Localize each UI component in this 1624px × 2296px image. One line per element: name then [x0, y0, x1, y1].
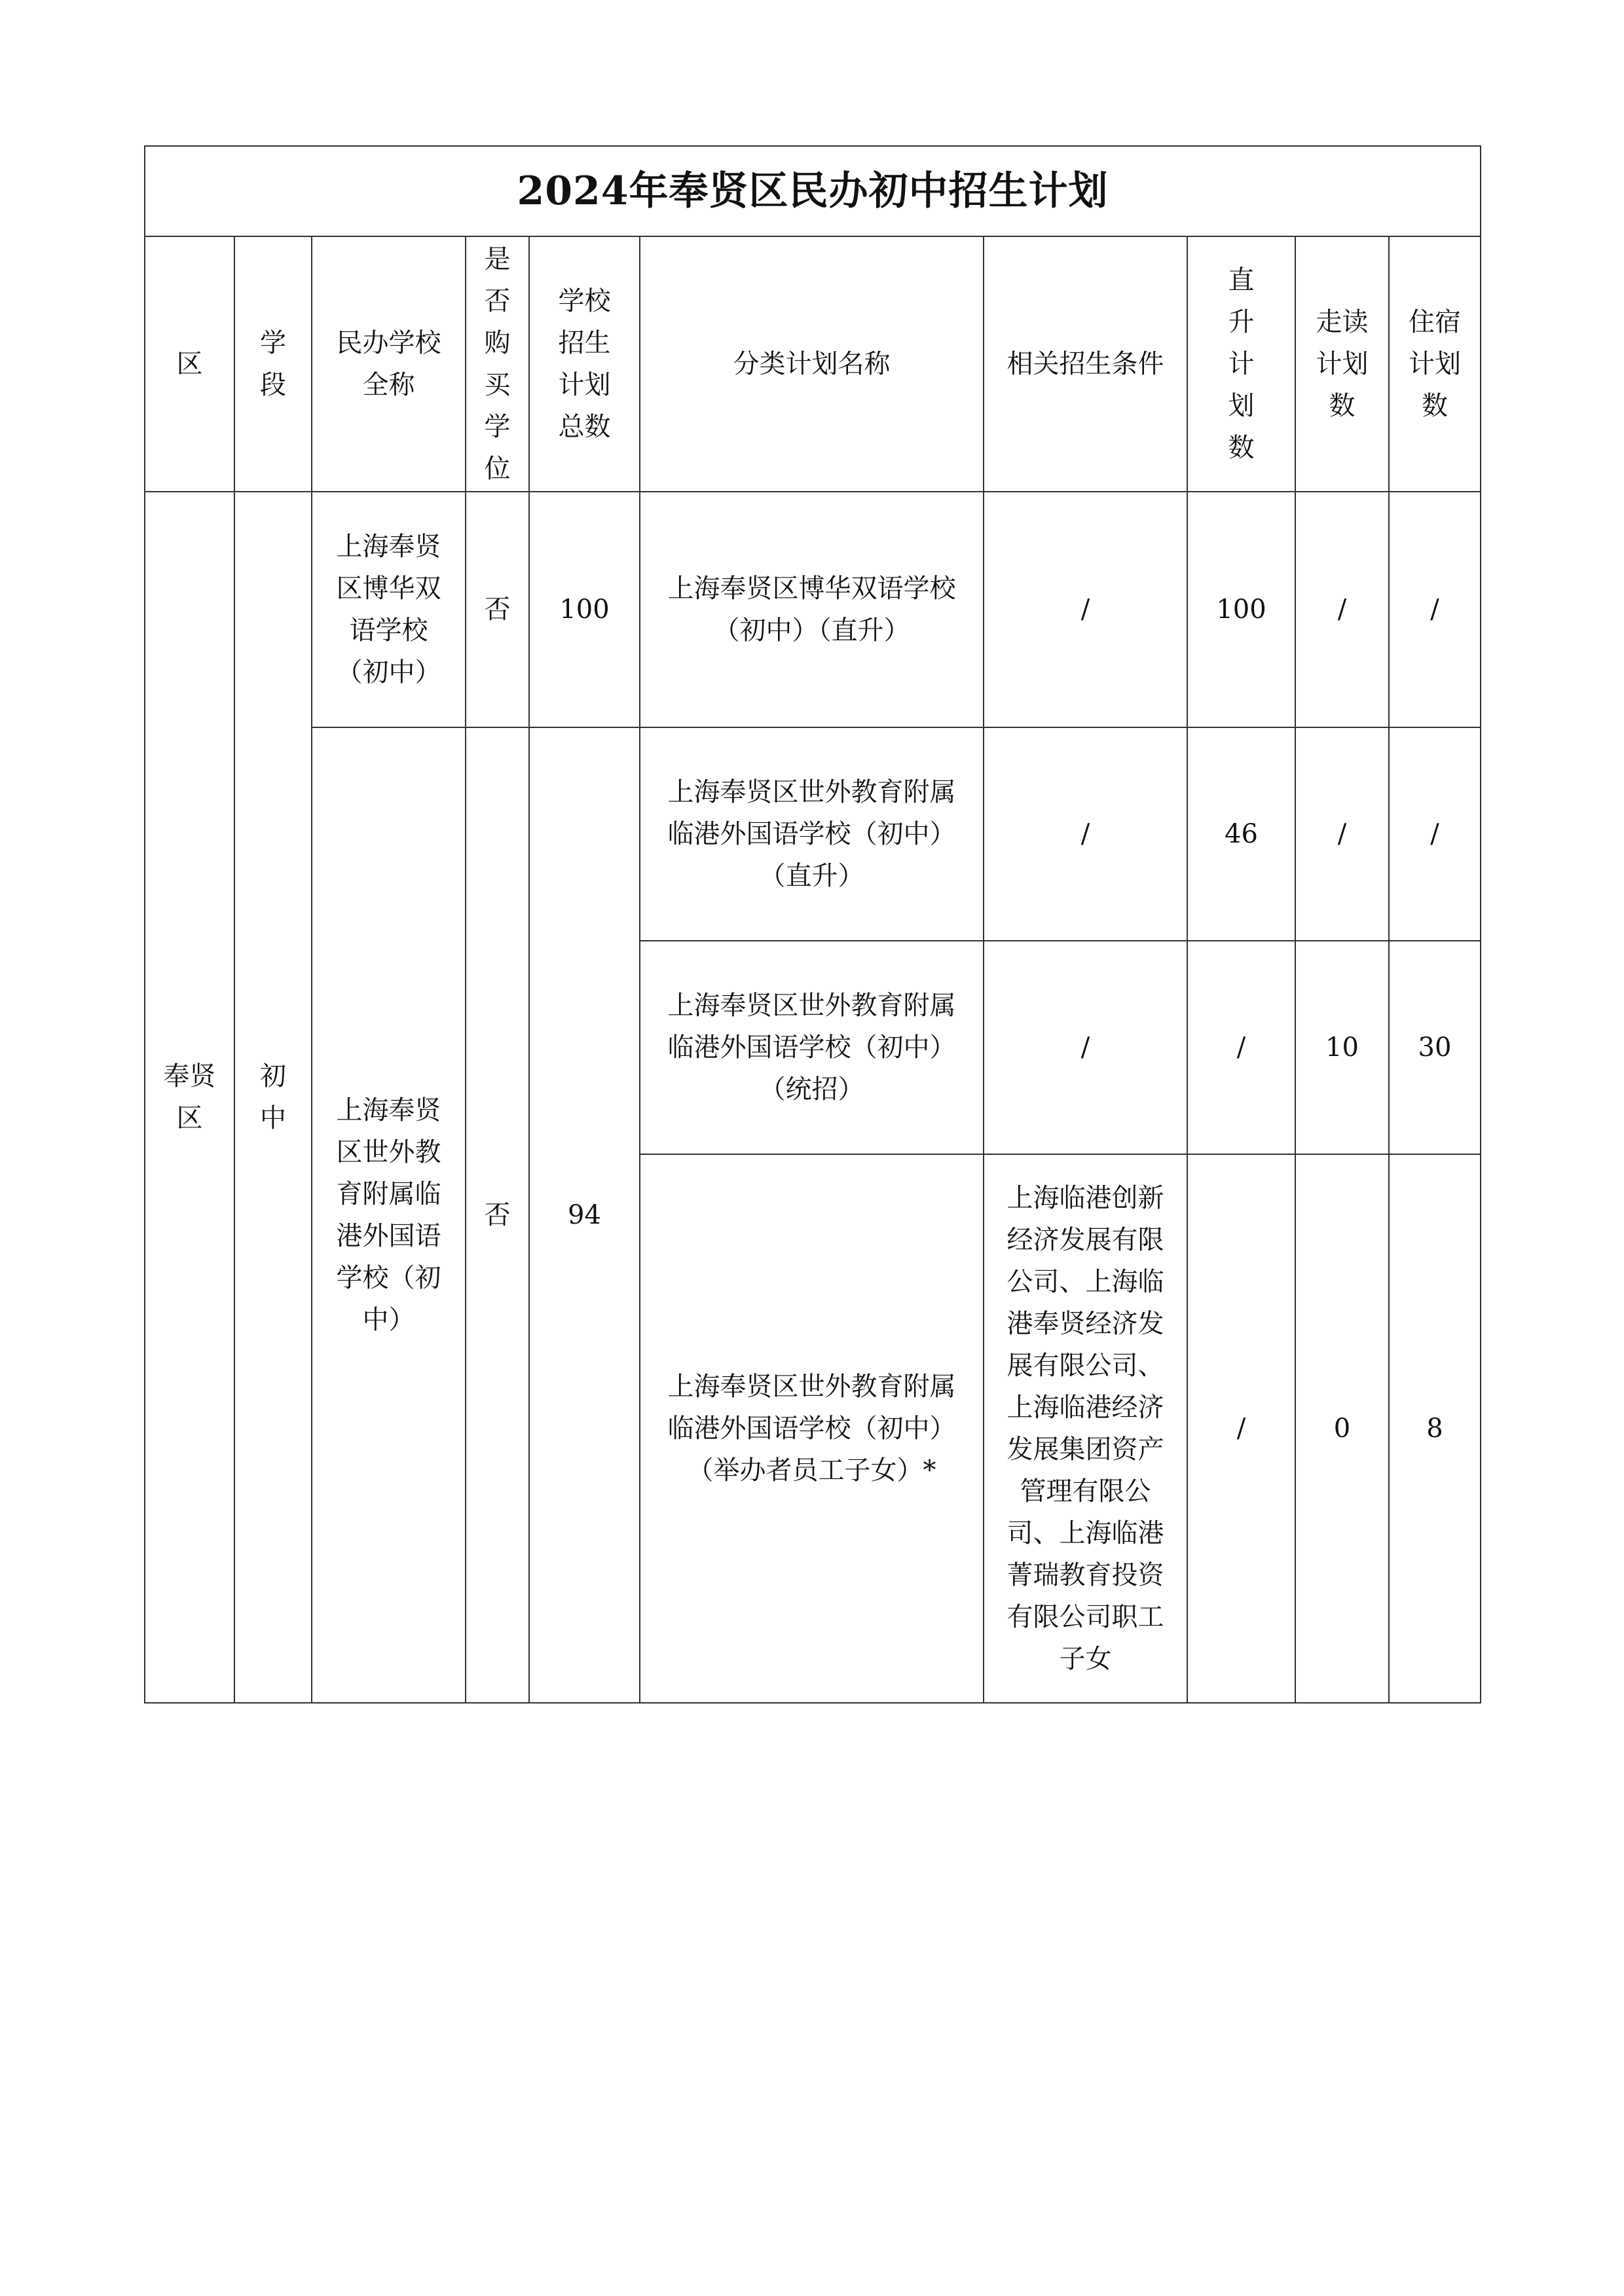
table-row — [145, 727, 1481, 941]
direct-plan-cell: 46 — [1187, 727, 1295, 941]
total-plan-cell: 94 — [529, 727, 640, 1703]
header-day: 走读计划数 — [1295, 236, 1389, 492]
direct-plan-cell: / — [1187, 941, 1295, 1154]
header-row — [145, 236, 1481, 492]
direct-plan-cell: / — [1187, 1154, 1295, 1703]
day-plan-cell: / — [1295, 492, 1389, 727]
day-plan-cell: / — [1295, 727, 1389, 941]
day-plan-cell: 10 — [1295, 941, 1389, 1154]
table-row — [145, 492, 1481, 727]
plan-name-cell: 上海奉贤区世外教育附属临港外国语学校（初中）（统招） — [640, 941, 984, 1154]
header-conditions: 相关招生条件 — [984, 236, 1187, 492]
boarding-plan-cell: / — [1389, 492, 1481, 727]
boarding-plan-cell: 30 — [1389, 941, 1481, 1154]
header-boarding: 住宿计划数 — [1389, 236, 1481, 492]
header-district: 区 — [145, 236, 234, 492]
conditions-cell: / — [984, 727, 1187, 941]
plan-name-cell: 上海奉贤区世外教育附属临港外国语学校（初中）（直升） — [640, 727, 984, 941]
header-school-full-name: 民办学校全称 — [312, 236, 466, 492]
document-sheet — [144, 145, 1480, 1704]
header-direct: 直升计划数 — [1187, 236, 1295, 492]
conditions-cell: / — [984, 492, 1187, 727]
boarding-plan-cell: 8 — [1389, 1154, 1481, 1703]
buy-seat-cell: 否 — [466, 492, 529, 727]
conditions-cell: / — [984, 941, 1187, 1154]
district-cell: 奉贤区 — [145, 492, 234, 1703]
conditions-cell: 上海临港创新经济发展有限公司、上海临港奉贤经济发展有限公司、上海临港经济发展集团资产管理有限公司、上海临港菁瑞教育投资有限公司职工子女 — [984, 1154, 1187, 1703]
header-stage: 学段 — [234, 236, 312, 492]
boarding-plan-cell: / — [1389, 727, 1481, 941]
buy-seat-cell: 否 — [466, 727, 529, 1703]
day-plan-cell: 0 — [1295, 1154, 1389, 1703]
stage-cell: 初中 — [234, 492, 312, 1703]
table-title: 2024年奉贤区民办初中招生计划 — [145, 146, 1481, 236]
total-plan-cell: 100 — [529, 492, 640, 727]
header-buy-seat: 是否购买学位 — [466, 236, 529, 492]
direct-plan-cell: 100 — [1187, 492, 1295, 727]
school-name-cell: 上海奉贤区博华双语学校（初中） — [312, 492, 466, 727]
enrollment-plan-table — [144, 145, 1481, 1704]
header-plan-name: 分类计划名称 — [640, 236, 984, 492]
school-name-cell: 上海奉贤区世外教育附属临港外国语学校（初中） — [312, 727, 466, 1703]
header-total-plan: 学校招生计划总数 — [529, 236, 640, 492]
plan-name-cell: 上海奉贤区世外教育附属临港外国语学校（初中）（举办者员工子女）* — [640, 1154, 984, 1703]
plan-name-cell: 上海奉贤区博华双语学校（初中）（直升） — [640, 492, 984, 727]
